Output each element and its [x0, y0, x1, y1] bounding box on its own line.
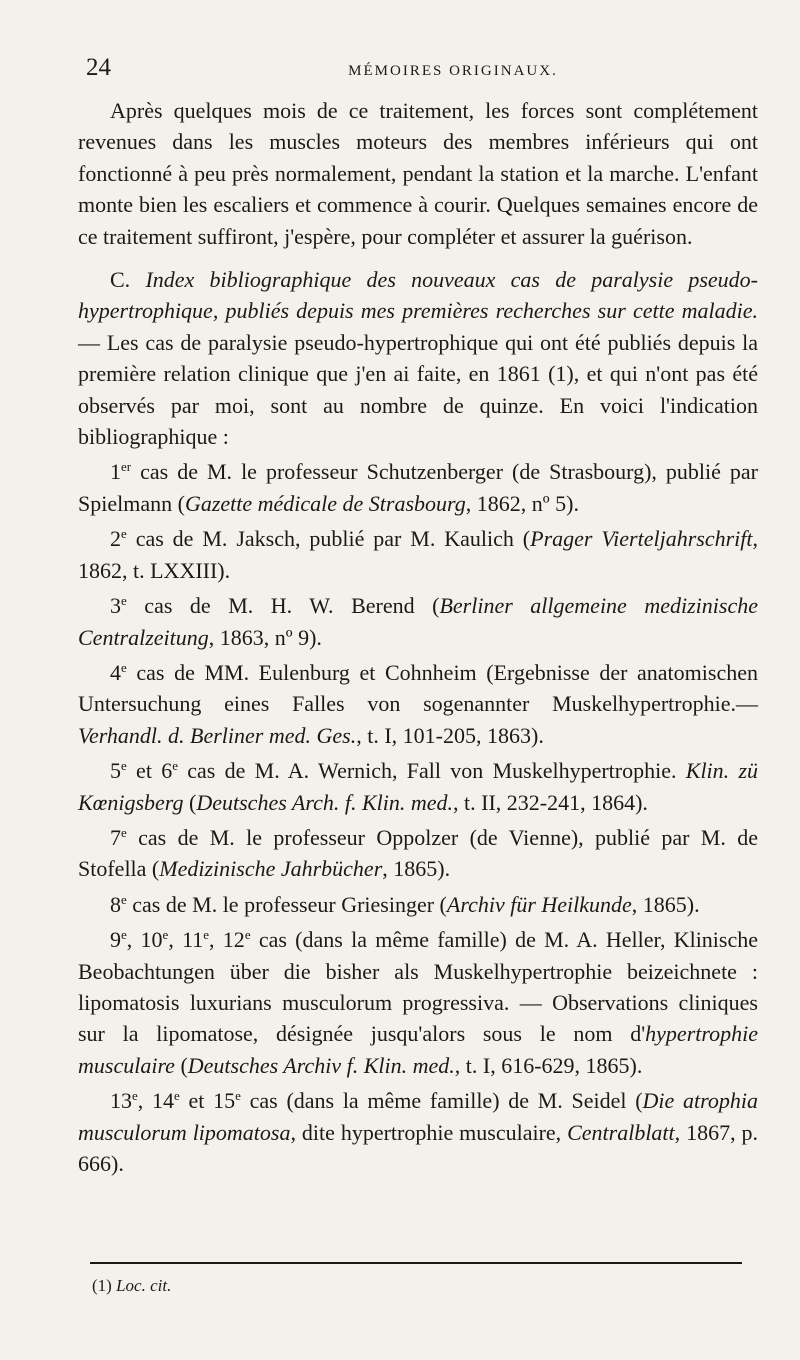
- case-entry-9-12: 9e, 10e, 11e, 12e cas (dans la même famille) de M. A. Heller, Klinische Beobachtungen über die bisher als Muskelhypertrophie beizeichnete : lipomatosis luxurians musculorum progressiva. — Observations cliniques sur la lipomatose, désignée jusqu'alors sous le nom d'hypertrophie musculaire (Deutsches Archiv f. Klin. med., t. I, 616-629, 1865).: [78, 927, 759, 1078]
- footnote-divider: [90, 1262, 742, 1264]
- case-entry-5-6: 5e et 6e cas de M. A. Wernich, Fall von Muskelhypertrophie. Klin. zü Kœnigsberg (Deutsches Arch. f. Klin. med., t. II, 232-241, 1864).: [78, 758, 758, 815]
- page-header: [86, 54, 760, 84]
- paragraph-treatment: Après quelques mois de ce traitement, les forces sont complétement revenues dans les muscles moteurs des membres inférieurs qui ont fonctionné à peu près normalement, pendant la station et la marche. L'enfant monte bien les escaliers et commence à courir. Quelques semaines encore de ce traitement suffiront, j'espère, pour compléter et assurer la guérison.: [78, 98, 758, 249]
- case-entry-7: 7e cas de M. le professeur Oppolzer (de Vienne), publié par M. de Stofella (Medizinische Jahrbücher, 1865).: [78, 824, 758, 882]
- section-title: Index bibliographique des nouveaux cas de paralysie pseudo-hypertrophique, publiés depuis mes premières recherches sur cette maladie.: [78, 267, 759, 324]
- footnote-text: Loc. cit.: [116, 1276, 172, 1295]
- running-title: MÉMOIRES ORIGINAUX.: [348, 63, 558, 79]
- page-number: 24: [86, 54, 111, 81]
- case-entry-1: 1er cas de M. le professeur Schutzenberger (de Strasbourg), publié par Spielmann (Gazette médicale de Strasbourg, 1862, nº 5).: [78, 459, 758, 516]
- body-text: [78, 95, 758, 1179]
- case-entry-3: 3e cas de M. H. W. Berend (Berliner allgemeine medizinische Centralzeitung, 1863, nº 9).: [78, 593, 758, 650]
- case-entry-4: 4e cas de MM. Eulenburg et Cohnheim (Ergebnisse der anatomischen Untersuchung eines Falles von sogenannter Muskelhypertrophie.— Verhandl. d. Berliner med. Ges., t. I, 101-205, 1863).: [78, 659, 758, 748]
- section-label: C.: [110, 267, 131, 293]
- case-entry-8: 8e cas de M. le professeur Griesinger (Archiv für Heilkunde, 1865).: [110, 891, 700, 917]
- paragraph-index: C. Index bibliographique des nouveaux cas de paralysie pseudo-hypertrophique, publiés depuis mes premières recherches sur cette maladie. — Les cas de paralysie pseudo-hypertrophique qui ont été publiés depuis la première relation clinique que j'en ai faite, en 1861 (1), et qui n'ont pas été observés par moi, sont au nombre de quinze. En voici l'indication bibliographique :: [78, 267, 759, 450]
- footnote-ref: (1): [548, 361, 574, 387]
- case-entry-2: 2e cas de M. Jaksch, publié par M. Kaulich (Prager Vierteljahrschrift, 1862, t. LXXIII).: [78, 526, 758, 583]
- footnote: [92, 1276, 171, 1296]
- footnote-marker: (1): [92, 1276, 112, 1295]
- case-entry-13-15: 13e, 14e et 15e cas (dans la même famille) de M. Seidel (Die atrophia musculorum lipomatosa, dite hypertrophie musculaire, Centralblatt, 1867, p. 666).: [78, 1088, 759, 1176]
